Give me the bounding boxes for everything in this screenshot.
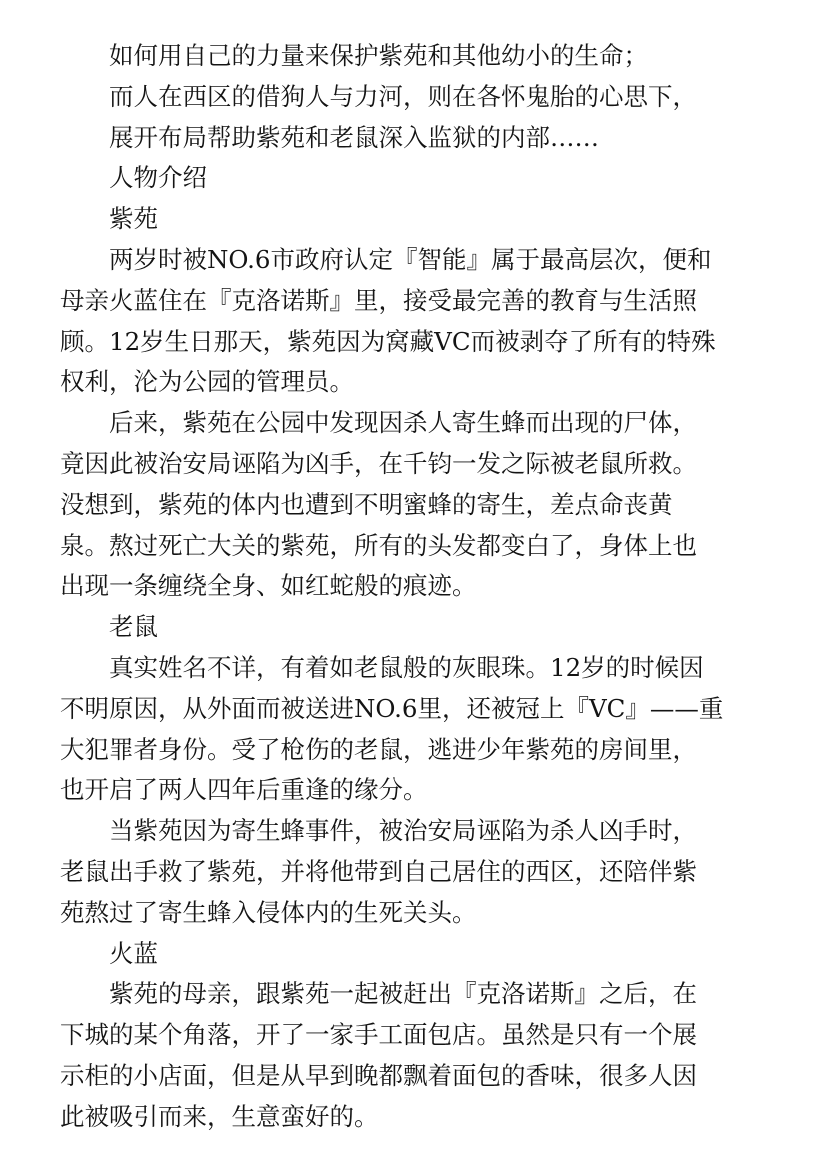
- text-line: 顾。12岁生日那天，紫苑因为窝藏VC而被剥夺了所有的特殊: [60, 326, 716, 356]
- text-line: 老鼠出手救了紫苑，并将他带到自己居住的西区，还陪伴紫: [60, 856, 697, 886]
- text-line: 后来，紫苑在公园中发现因杀人寄生蜂而出现的尸体，: [109, 408, 697, 438]
- text-line: 展开布局帮助紫苑和老鼠深入监狱的内部……: [109, 122, 599, 152]
- text-line: 竟因此被治安局诬陷为凶手，在千钧一发之际被老鼠所救。: [60, 448, 697, 478]
- text-line: 示柜的小店面，但是从早到晚都飘着面包的香味，很多人因: [60, 1060, 697, 1090]
- text-line: 两岁时被NO.6市政府认定『智能』属于最高层次，便和: [109, 244, 712, 274]
- text-line: 没想到，紫苑的体内也遭到不明蜜蜂的寄生，差点命丧黄: [60, 489, 673, 519]
- text-line: 老鼠: [109, 612, 158, 642]
- text-line: 也开启了两人四年后重逢的缘分。: [60, 775, 428, 805]
- text-line: 紫苑: [109, 204, 158, 234]
- text-line: 大犯罪者身份。受了枪伤的老鼠，逃进少年紫苑的房间里，: [60, 734, 697, 764]
- text-line: 苑熬过了寄生蜂入侵体内的生死关头。: [60, 897, 477, 927]
- text-line: 母亲火蓝住在『克洛诺斯』里，接受最完善的教育与生活照: [60, 285, 697, 315]
- text-line: 如何用自己的力量来保护紫苑和其他幼小的生命；: [109, 41, 648, 70]
- text-line: 真实姓名不详，有着如老鼠般的灰眼珠。12岁的时候因: [109, 652, 704, 682]
- text-line: 权利，沦为公园的管理员。: [60, 367, 354, 397]
- text-line: 不明原因，从外面而被送进NO.6里，还被冠上『VC』——重: [60, 693, 724, 723]
- text-line: 出现一条缠绕全身、如红蛇般的痕迹。: [60, 571, 477, 601]
- text-line: 人物介绍: [109, 163, 207, 193]
- text-line: 下城的某个角落，开了一家手工面包店。虽然是只有一个展: [60, 1020, 697, 1050]
- text-line: 泉。熬过死亡大关的紫苑，所有的头发都变白了，身体上也: [60, 530, 697, 560]
- text-line: 当紫苑因为寄生蜂事件，被治安局诬陷为杀人凶手时，: [109, 816, 697, 846]
- text-line: 紫苑的母亲，跟紫苑一起被赶出『克洛诺斯』之后，在: [109, 979, 697, 1009]
- text-line: 而人在西区的借狗人与力河，则在各怀鬼胎的心思下，: [109, 81, 697, 111]
- document-body: [60, 36, 760, 1138]
- text-line: 火蓝: [109, 938, 158, 968]
- text-line: 此被吸引而来，生意蛮好的。: [60, 1101, 379, 1131]
